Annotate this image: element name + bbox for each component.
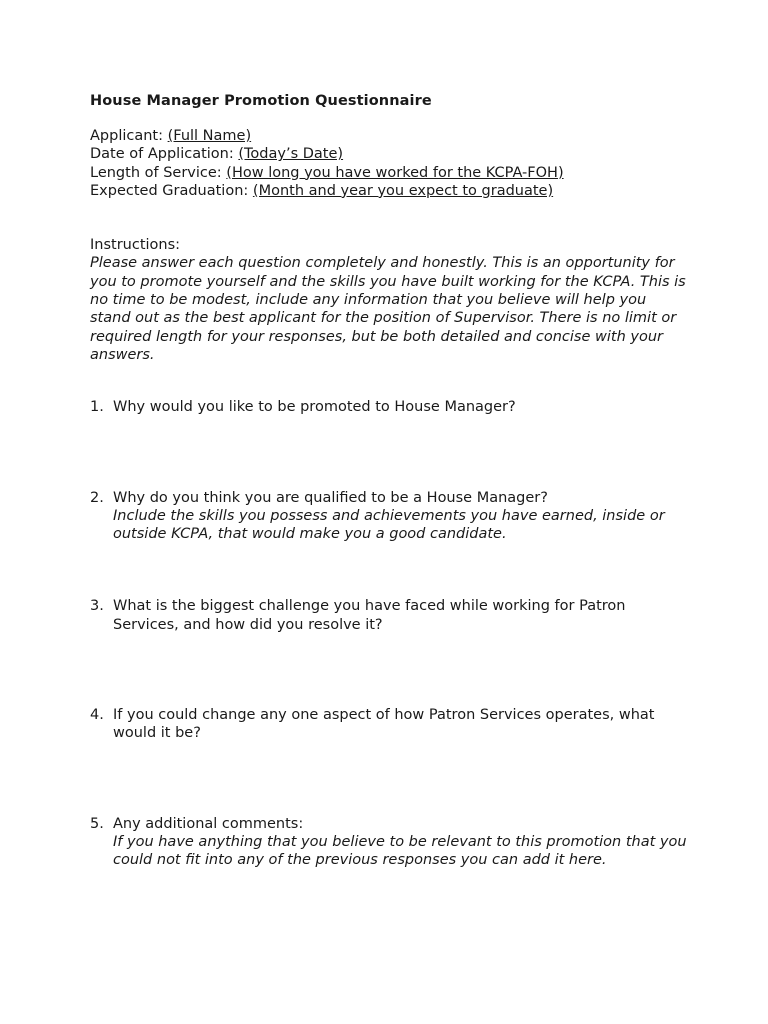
question-number: 3. [90, 598, 104, 615]
instructions-label: Instructions: [90, 237, 181, 254]
question-3 [90, 597, 690, 634]
question-1 [90, 398, 690, 416]
question-note: Include the skills you possess and achievements you have earned, inside or outside KCPA, that would make you a good candidate. [113, 507, 665, 543]
question-number: 1. [90, 399, 104, 416]
field-label: Length of Service: [90, 164, 227, 181]
question-text: If you could change any one aspect of how Patron Services operates, what would it be? [113, 707, 655, 742]
field-applicant [90, 127, 690, 145]
instructions-text: Please answer each question completely and honestly. This is an opportunity for you to promote yourself and the skills you have built working for the KCPA. This is no time to be modest, include any information that you believe will help you stand out as the best applicant for the position of Supervisor. There is no limit or required length for your responses, but be both detailed and concise with your answers. [90, 255, 686, 363]
question-number: 4. [90, 707, 104, 724]
field-label: Applicant: [90, 128, 168, 144]
field-date-of-application [90, 145, 690, 163]
question-text: What is the biggest challenge you have faced while working for Patron Services, and how did you resolve it? [113, 598, 626, 633]
question-text: Any additional comments: [113, 815, 304, 832]
document-page [90, 91, 690, 870]
field-value: (Today’s Date) [238, 146, 344, 163]
field-expected-graduation [90, 182, 690, 200]
question-2 [90, 489, 690, 544]
field-value: (How long you have worked for the KCPA-FOH) [226, 164, 564, 181]
instructions-section [90, 236, 690, 364]
document-title: House Manager Promotion Questionnaire [90, 93, 432, 109]
applicant-fields [90, 127, 690, 200]
question-text: Why would you like to be promoted to House Manager? [113, 399, 516, 416]
question-5 [90, 815, 690, 870]
question-note: If you have anything that you believe to be relevant to this promotion that you could not fit into any of the previous responses you can add it here. [113, 833, 687, 869]
field-value: (Full Name) [167, 128, 252, 144]
question-number: 5. [90, 815, 104, 832]
field-label: Expected Graduation: [90, 182, 253, 199]
field-value: (Month and year you expect to graduate) [252, 182, 554, 199]
question-number: 2. [90, 489, 104, 506]
question-4 [90, 706, 690, 743]
field-length-of-service [90, 164, 690, 182]
question-text: Why do you think you are qualified to be a House Manager? [113, 489, 548, 506]
field-label: Date of Application: [90, 146, 239, 163]
